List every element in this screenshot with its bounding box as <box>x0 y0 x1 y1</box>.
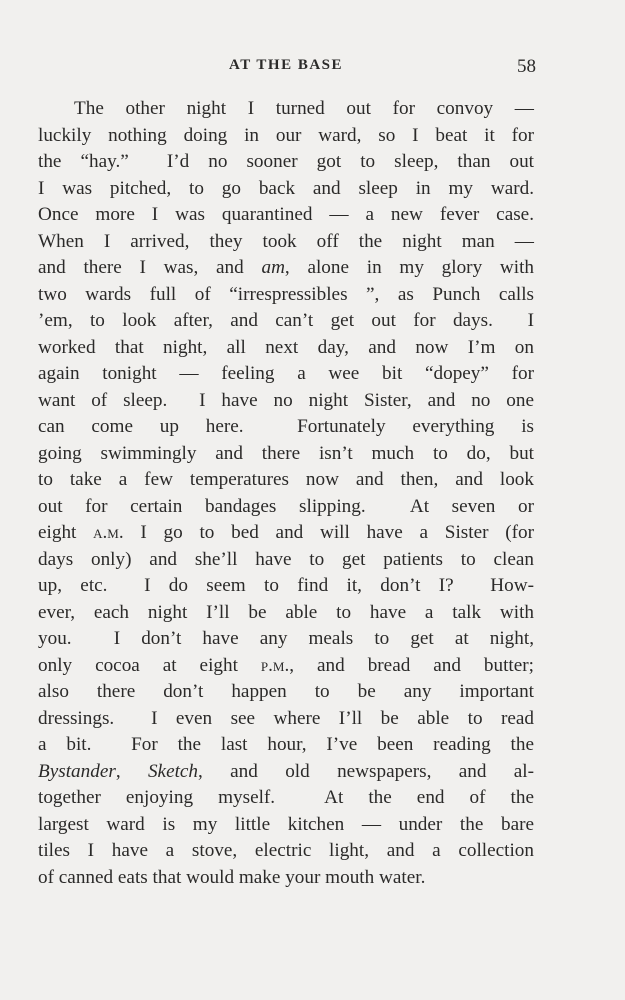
text-line: going swimmingly and there isn’t much to do, but <box>38 442 534 464</box>
small-caps-time: p.m. <box>260 654 290 676</box>
body-paragraph <box>38 96 534 891</box>
text-line: luckily nothing doing in our ward, so I beat it for <box>38 124 534 146</box>
text-line: ’em, to look after, and can’t get out for days. I <box>38 310 534 331</box>
text-line: I was pitched, to go back and sleep in my ward. <box>38 177 534 199</box>
page-number: 58 <box>517 56 536 77</box>
text-line: also there don’t happen to be any important <box>38 681 534 702</box>
text-line: largest ward is my little kitchen — under the bare <box>38 813 534 835</box>
text-line: Bystander, Sketch, and old newspapers, and al- <box>38 760 534 782</box>
text-line: the “hay.” I’d no sooner got to sleep, than out <box>38 151 534 172</box>
running-head <box>36 57 536 79</box>
text-line: The other night I turned out for convoy — <box>74 98 534 119</box>
text-line: of canned eats that would make your mouth water. <box>38 866 426 888</box>
text-line: a bit. For the last hour, I’ve been reading the <box>38 734 534 755</box>
text-line: ever, each night I’ll be able to have a talk with <box>38 601 534 623</box>
text-line: dressings. I even see where I’ll be able to read <box>38 707 534 729</box>
text-line: When I arrived, they took off the night man — <box>38 230 534 252</box>
italic-title: Bystander <box>38 760 116 782</box>
italic-word: am <box>261 257 285 278</box>
text-line: two wards full of “irrespressibles ”, as Punch calls <box>38 283 534 305</box>
text-line: only cocoa at eight p.m., and bread and butter; <box>38 654 535 676</box>
text-line: eight a.m. I go to bed and will have a Sister (for <box>38 522 534 543</box>
text-line: and there I was, and am, alone in my glory with <box>38 257 535 278</box>
text-line: tiles I have a stove, electric light, and a collection <box>38 840 534 861</box>
running-title: AT THE BASE <box>228 57 344 73</box>
text-line: out for certain bandages slipping. At seven or <box>38 495 534 517</box>
italic-title: Sketch <box>147 760 199 782</box>
text-line: together enjoying myself. At the end of the <box>38 787 534 808</box>
text-line: can come up here. Fortunately everything is <box>38 416 534 437</box>
text-line: worked that night, all next day, and now I’m on <box>38 336 534 358</box>
text-line: Once more I was quarantined — a new fever case. <box>38 204 534 225</box>
text-line: want of sleep. I have no night Sister, and no one <box>38 389 534 411</box>
text-line: to take a few temperatures now and then, and look <box>38 469 534 490</box>
text-line: days only) and she’ll have to get patients to clean <box>38 548 534 570</box>
text-line: again tonight — feeling a wee bit “dopey” for <box>38 363 534 384</box>
text-line: up, etc. I do seem to find it, don’t I? How- <box>38 575 534 596</box>
small-caps-time: a.m. <box>93 522 124 543</box>
text-line: you. I don’t have any meals to get at night, <box>38 628 534 649</box>
